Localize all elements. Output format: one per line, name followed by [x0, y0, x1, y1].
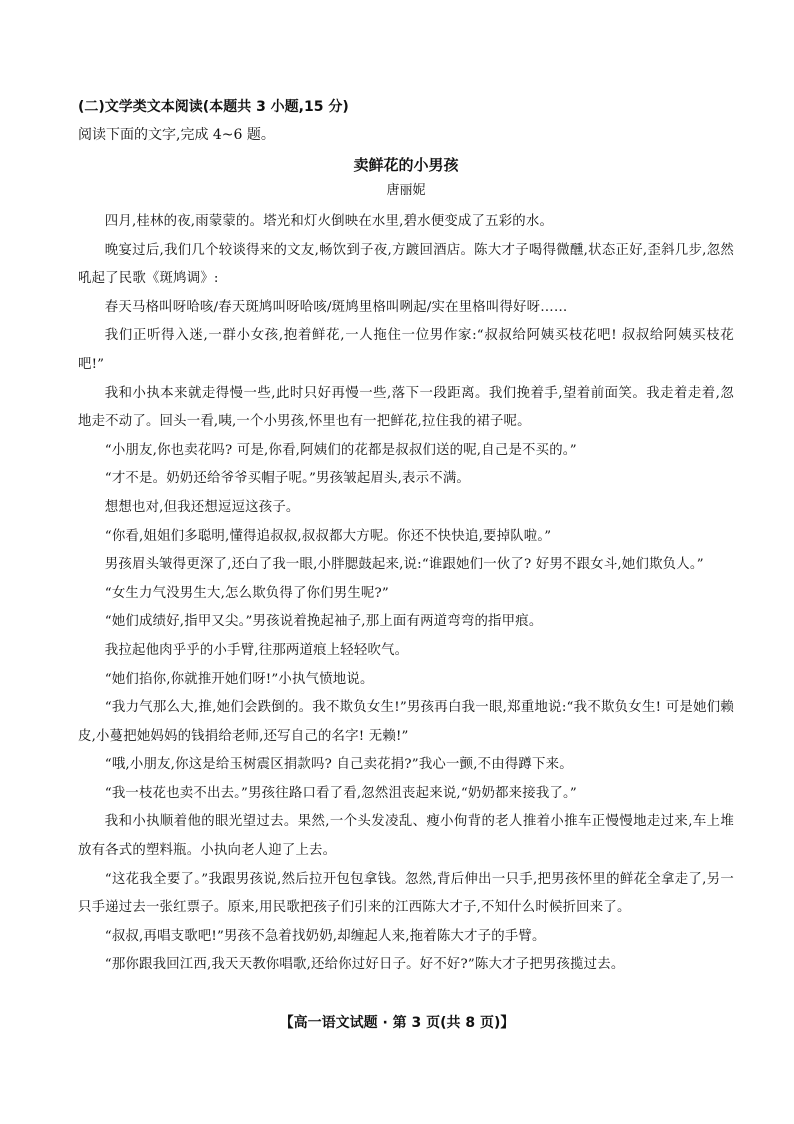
story-paragraph: “这花我全要了。”我跟男孩说,然后拉开包包拿钱。忽然,背后伸出一只手,把男孩怀里的鲜花全拿走了,另一只手递过去一张红票子。原来,用民歌把孩子们引来的江西陈大才子,不知什么时候折回来了。	[78, 871, 734, 916]
story-paragraph: “哦,小朋友,你这是给玉树震区捐款吗? 自己卖花捐?”我心一颤,不由得蹲下来。	[104, 757, 573, 773]
story-paragraph: 四月,桂林的夜,雨蒙蒙的。塔光和灯火倒映在水里,碧水便变成了五彩的水。	[104, 214, 554, 229]
story-title: 卖鲜花的小男孩	[353, 156, 459, 174]
story-paragraph: 晚宴过后,我们几个较谈得来的文友,畅饮到子夜,方踱回酒店。陈大才子喝得微醺,状态正好,歪斜几步,忽然吼起了民歌《斑鸠调》:	[78, 242, 734, 287]
story-paragraph: 想想也对,但我还想逗逗这孩子。	[104, 499, 300, 515]
story-paragraph: 男孩眉头皱得更深了,还白了我一眼,小胖腮鼓起来,说:“谁跟她们一伙了? 好男不跟女斗,她们欺负人。”	[104, 557, 704, 573]
story-paragraph: “你看,姐姐们多聪明,懂得追叔叔,叔叔都大方呢。你还不快快追,要掉队啦。”	[104, 528, 552, 544]
story-paragraph: “我力气那么大,推,她们会跌倒的。我不欺负女生!”男孩再白我一眼,郑重地说:“我不欺负女生! 可是她们赖皮,小蔓把她妈妈的钱捐给老师,还写自己的名字! 无赖!”	[78, 700, 734, 744]
story-paragraph: 春天马格叫呀哈咳/春天斑鸠叫呀哈咳/斑鸠里格叫咧起/实在里格叫得好呀……	[104, 299, 568, 315]
story-paragraph: “女生力气没男生大,怎么欺负得了你们男生呢?”	[104, 585, 389, 601]
story-paragraph: “小朋友,你也卖花吗? 可是,你看,阿姨们的花都是叔叔们送的呢,自己是不买的。”	[104, 442, 577, 458]
page-footer: 【高一语文试题 · 第 3 页(共 8 页)】	[279, 1015, 515, 1031]
story-paragraph: 我和小执本来就走得慢一些,此时只好再慢一些,落下一段距离。我们挽着手,望着前面笑。我走着走着,忽地走不动了。回头一看,咦,一个小男孩,怀里也有一把鲜花,拉住我的裙子呢。	[78, 385, 734, 430]
story-paragraph: 我和小执顺着他的眼光望过去。果然,一个头发凌乱、瘦小佝背的老人推着小推车正慢慢地走过来,车上堆放有各式的塑料瓶。小执向老人迎了上去。	[78, 814, 734, 859]
story-paragraph: “她们成绩好,指甲又尖。”男孩说着挽起袖子,那上面有两道弯弯的指甲痕。	[104, 614, 543, 630]
story-paragraph: 我拉起他肉乎乎的小手臂,往那两道痕上轻轻吹气。	[104, 642, 409, 658]
story-body	[78, 208, 734, 980]
story-paragraph: “叔叔,再唱支歌吧!”男孩不急着找奶奶,却缠起人来,拖着陈大才子的手臂。	[104, 928, 546, 944]
story-paragraph: “才不是。奶奶还给爷爷买帽子呢。”男孩皱起眉头,表示不满。	[104, 471, 470, 487]
story-author: 唐丽妮	[386, 183, 426, 198]
story-paragraph: “她们掐你,你就推开她们呀!”小执气愤地说。	[104, 671, 374, 687]
section-heading: (二)文学类文本阅读(本题共 3 小题,15 分)	[78, 99, 349, 115]
story-paragraph: “我一枝花也卖不出去。”男孩往路口看了看,忽然沮丧起来说,“奶奶都来接我了。”	[104, 785, 577, 801]
story-paragraph: 我们正听得入迷,一群小女孩,抱着鲜花,一人拖住一位男作家:“叔叔给阿姨买枝花吧! 叔叔给阿姨买枝花吧!”	[78, 328, 734, 372]
story-paragraph: “那你跟我回江西,我天天教你唱歌,还给你过好日子。好不好?”陈大才子把男孩揽过去。	[104, 957, 625, 973]
reading-instruction: 阅读下面的文字,完成 4~6 题。	[78, 127, 275, 143]
